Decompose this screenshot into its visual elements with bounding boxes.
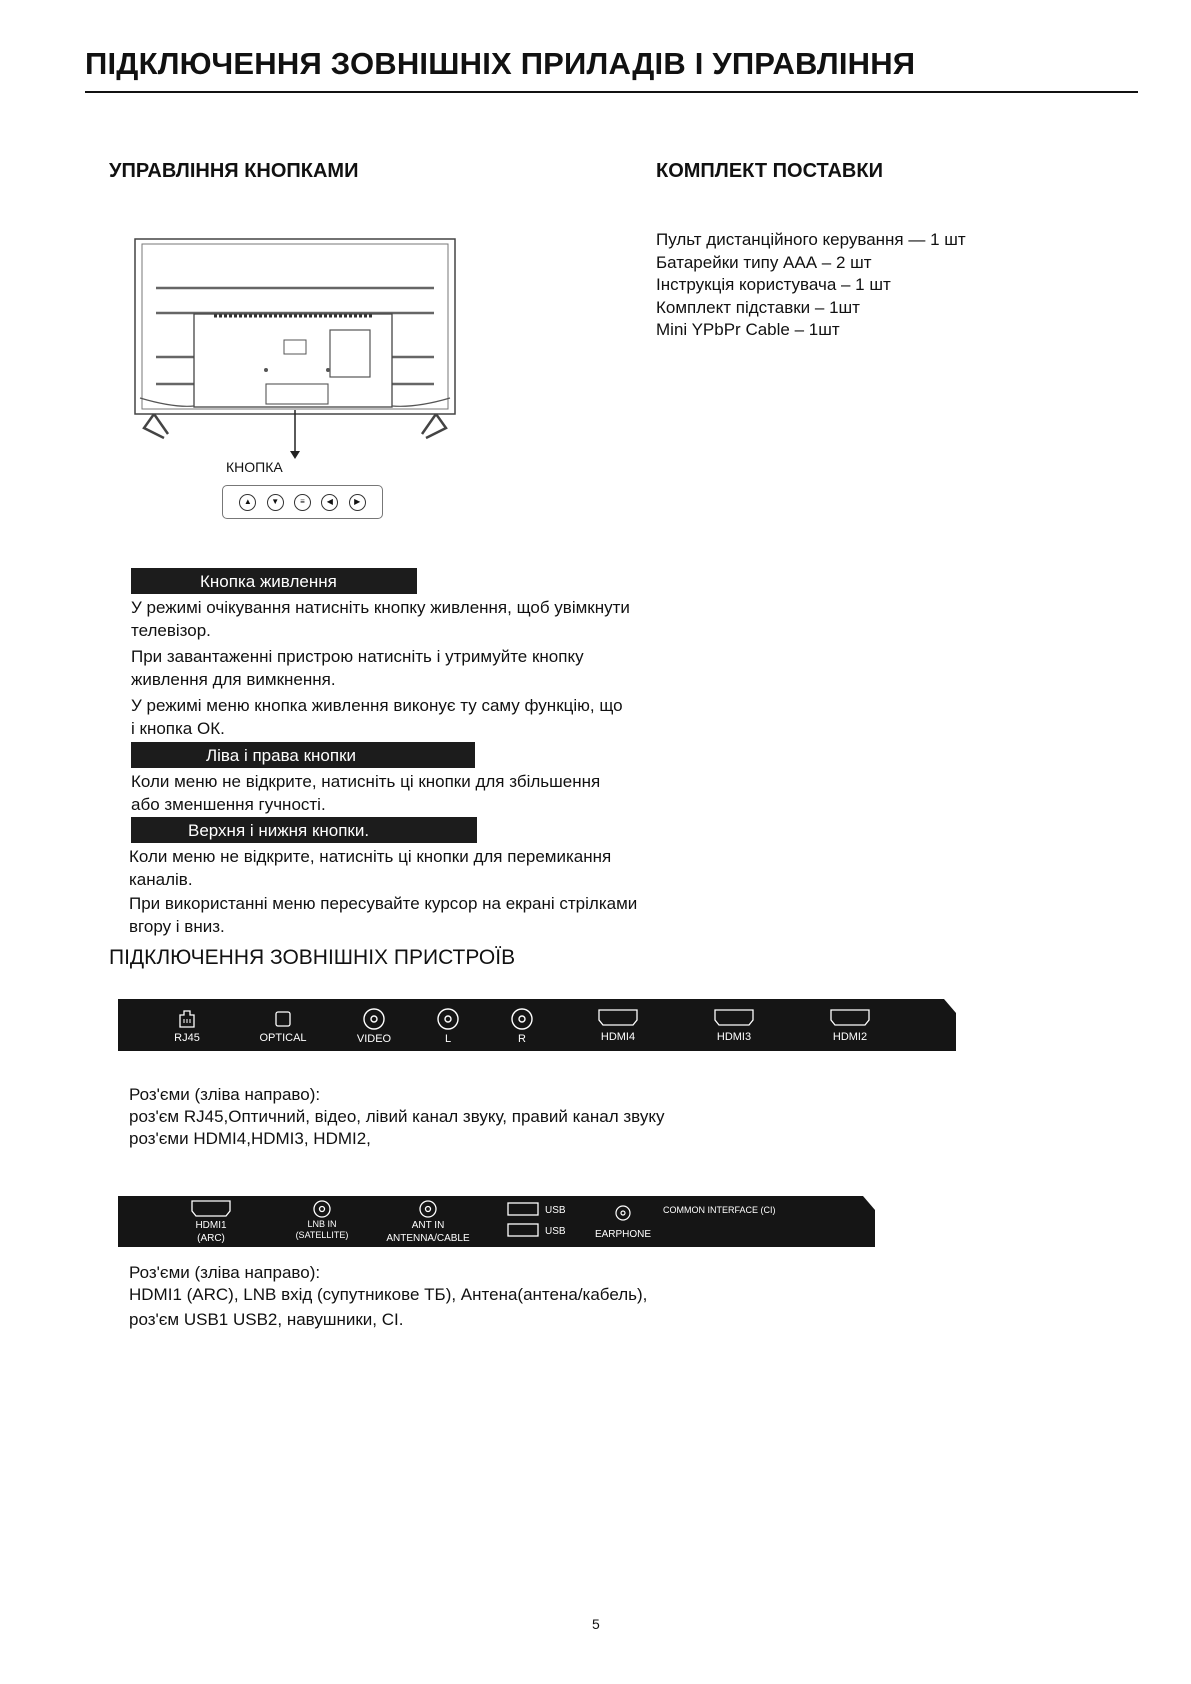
down-arrow-icon: ▼ [267,494,284,511]
port-label: HDMI2 [832,1031,868,1043]
external-devices-heading: ПІДКЛЮЧЕННЯ ЗОВНІШНІХ ПРИСТРОЇВ [109,946,516,969]
port-label: OPTICAL [259,1032,307,1044]
panel2-description: роз'єм USB1 USB2, навушники, CI. [129,1310,404,1329]
port-label: (ARC) [197,1233,225,1244]
port-label: ANTENNA/CABLE [386,1233,470,1244]
port-label: USB [545,1226,566,1237]
panel1-description: Роз'єми (зліва направо): [129,1085,321,1104]
up-down-heading: Верхня і нижня кнопки. [131,817,477,843]
port-label: RJ45 [174,1032,200,1044]
title-divider [85,91,1138,93]
port-label: HDMI4 [600,1031,636,1043]
port-panel-1 [118,999,956,1051]
power-paragraph: У режимі меню кнопка живлення виконує ту саму функцію, що і кнопка ОК. [131,696,623,738]
panel2-description: HDMI1 (ARC), LNB вхід (супутникове ТБ), Антена(антена/кабель), [129,1285,648,1304]
port-label: USB [545,1205,566,1216]
port-label: L [444,1033,452,1045]
port-label: ANT IN [411,1220,445,1231]
kit-item: Батарейки типу ААА – 2 шт [656,252,872,272]
tv-back-illustration [134,238,456,460]
port-label: HDMI3 [716,1031,752,1043]
port-label: (SATELLITE) [295,1230,349,1240]
power-paragraph: При завантаженні пристрою натисніть і утримуйте кнопку живлення для вимкнення. [131,647,584,689]
up-down-paragraph: При використанні меню пересувайте курсор на екрані стрілками вгору і вниз. [129,894,638,936]
page-title: ПІДКЛЮЧЕННЯ ЗОВНІШНІХ ПРИЛАДІВ І УПРАВЛІННЯ [85,46,916,81]
port-label: COMMON INTERFACE (CI) [663,1205,776,1215]
power-menu-icon: ≡ [294,494,311,511]
kit-item: Mini YPbPr Cable – 1шт [656,320,840,339]
port-label: VIDEO [356,1033,392,1045]
up-arrow-icon: ▲ [239,494,256,511]
page-number: 5 [592,1616,600,1632]
port-panel-2 [118,1196,875,1247]
left-arrow-icon: ◀ [321,494,338,511]
kit-section-heading: КОМПЛЕКТ ПОСТАВКИ [656,160,883,182]
button-diagram-label: КНОПКА [226,459,283,475]
panel1-description: роз'єм RJ45,Оптичний, відео, лівий канал звуку, правий канал звуку [129,1107,665,1126]
kit-item: Інструкція користувача – 1 шт [656,275,891,294]
up-down-paragraph: Коли меню не відкрите, натисніть ці кнопки для перемикання каналів. [129,847,612,889]
port-label: LNB IN [307,1219,337,1229]
right-arrow-icon: ▶ [349,494,366,511]
panel1-description: роз'єми HDMI4,HDMI3, HDMI2, [129,1129,371,1148]
port-label: HDMI1 [195,1220,227,1231]
port-label: R [518,1033,526,1045]
kit-list [656,229,966,342]
power-paragraph: У режимі очікування натисніть кнопку живлення, щоб увімкнути телевізор. [131,598,630,640]
left-right-paragraph: Коли меню не відкрите, натисніть ці кнопки для збільшення або зменшення гучності. [131,772,601,814]
panel2-description: Роз'єми (зліва направо): [129,1263,321,1282]
left-right-heading: Ліва і права кнопки [131,742,475,768]
buttons-section-heading: УПРАВЛІННЯ КНОПКАМИ [109,160,359,182]
port-label: EARPHONE [594,1229,652,1240]
kit-item: Пульт дистанційного керування — 1 шт [656,230,966,249]
power-button-heading: Кнопка живлення [131,568,417,594]
kit-item: Комплект підставки – 1шт [656,297,860,317]
tv-button-panel [222,485,383,519]
